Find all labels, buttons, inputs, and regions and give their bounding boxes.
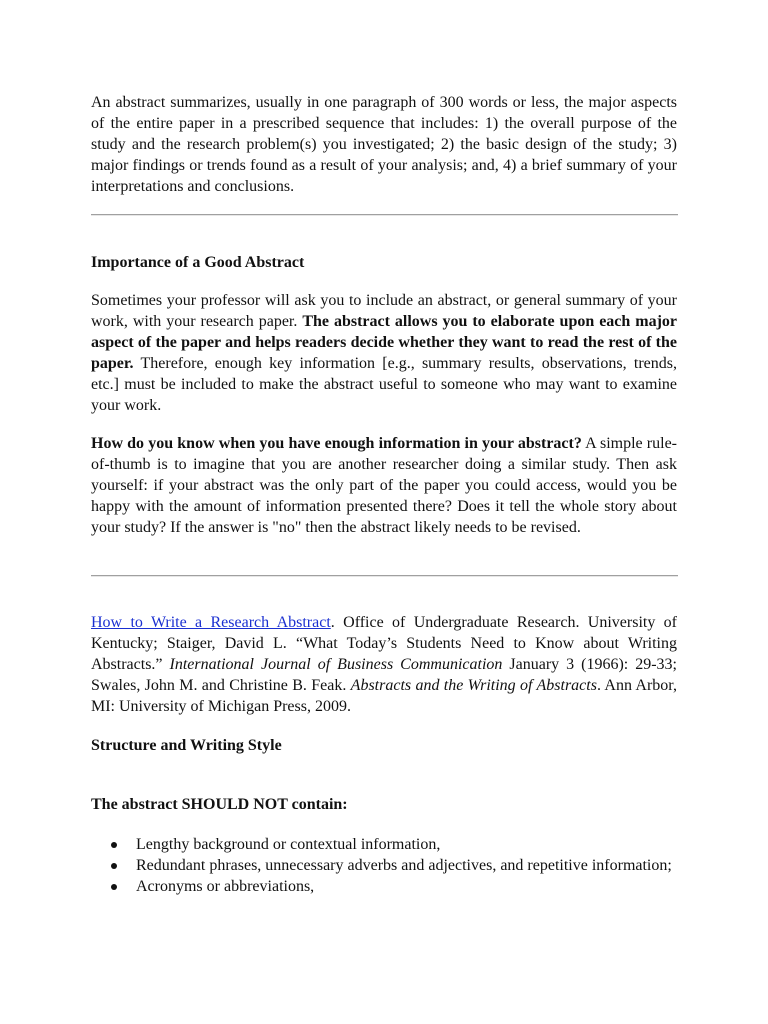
journal-title: International Journal of Business Communication bbox=[169, 656, 503, 673]
importance-paragraph-1 bbox=[91, 290, 677, 416]
importance-p1-bold: The abstract allows you to elaborate upon each major aspect of the paper and helps readers decide whether they want to read the rest of the paper. bbox=[91, 313, 678, 372]
references-part-3: . Ann Arbor, MI: University of Michigan Press, 2009. bbox=[91, 677, 677, 715]
should-not-contain-heading: The abstract SHOULD NOT contain: bbox=[91, 796, 348, 813]
research-abstract-link[interactable]: How to Write a Research Abstract bbox=[91, 614, 331, 631]
importance-paragraph-2 bbox=[91, 433, 677, 538]
horizontal-divider bbox=[91, 214, 678, 216]
importance-p1-end: Therefore, enough key information [e.g., summary results, observations, trends, etc.] must be included to make the abstract useful to someone who may want to examine your work. bbox=[91, 355, 677, 414]
should-not-contain-list bbox=[91, 834, 677, 897]
bullet-icon bbox=[111, 884, 117, 890]
book-title: Abstracts and the Writing of Abstracts bbox=[350, 677, 597, 694]
structure-heading: Structure and Writing Style bbox=[91, 737, 282, 754]
importance-heading: Importance of a Good Abstract bbox=[91, 254, 305, 271]
list-item: Lengthy background or contextual information, bbox=[91, 834, 677, 855]
importance-p1-start: Sometimes your professor will ask you to include an abstract, or general summary of your work, with your research paper. bbox=[91, 292, 677, 330]
list-item: Acronyms or abbreviations, bbox=[91, 876, 677, 897]
list-item: Redundant phrases, unnecessary adverbs and adjectives, and repetitive information; bbox=[91, 855, 677, 876]
references-part-2: January 3 (1966): 29-33; Swales, John M. and Christine B. Feak. bbox=[91, 656, 678, 694]
bullet-icon bbox=[111, 842, 117, 848]
importance-p2-end: A simple rule-of-thumb is to imagine that you are another researcher doing a similar study. Then ask yourself: if your abstract was the only part of the paper you could access, would you be happy with the amount of information presented there? Does it tell the whole story about your study? If the answer is "no" then the abstract likely needs to be revised. bbox=[91, 435, 678, 536]
references-part-1: . Office of Undergraduate Research. University of Kentucky; Staiger, David L. “What Today’s Students Need to Know about Writing Abstracts.” bbox=[91, 614, 677, 673]
bullet-icon bbox=[111, 863, 117, 869]
intro-paragraph: An abstract summarizes, usually in one paragraph of 300 words or less, the major aspects of the entire paper in a prescribed sequence that includes: 1) the overall purpose of the study and the research problem(s) you investigated; 2) the basic design of the study; 3) major findings or trends found as a result of your analysis; and, 4) a brief summary of your interpretations and conclusions. bbox=[91, 94, 677, 195]
importance-p2-bold: How do you know when you have enough information in your abstract? bbox=[91, 435, 582, 452]
horizontal-divider bbox=[91, 575, 678, 577]
references-paragraph bbox=[91, 612, 677, 717]
